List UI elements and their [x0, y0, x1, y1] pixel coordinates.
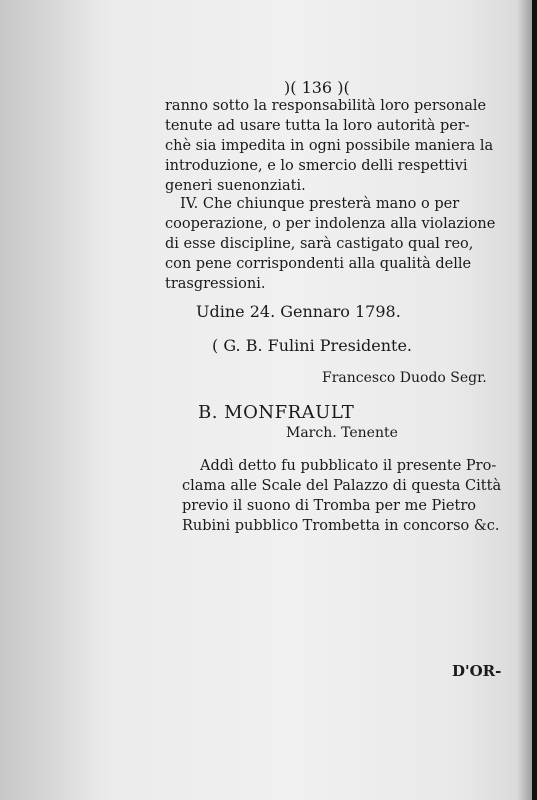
page-fold-shading — [0, 0, 110, 800]
paragraph-line-2: tenute ad usare tutta la loro autorità per- — [165, 118, 470, 134]
paragraph-line-1: ranno sotto la responsabilità loro personale — [165, 98, 487, 114]
article-iv-line-4: con pene corrispondenti alla qualità delle — [165, 256, 472, 272]
publication-line-3: previo il suono di Tromba per me Pietro — [182, 498, 476, 514]
article-iv-line-1: IV. Che chiunque presterà mano o per — [180, 196, 460, 212]
scan-edge — [532, 0, 537, 800]
paragraph-line-4: introduzione, e lo smercio delli respettivi — [165, 158, 468, 174]
signatory-title: March. Tenente — [286, 425, 398, 441]
publication-line-1: Addì detto fu pubblicato il presente Pro- — [200, 458, 497, 474]
article-iv-line-3: di esse discipline, sarà castigato qual reo, — [165, 236, 474, 252]
article-iv-line-5: trasgressioni. — [165, 276, 266, 292]
secretary-signature: Francesco Duodo Segr. — [322, 370, 487, 386]
publication-line-2: clama alle Scale del Palazzo di questa Città — [182, 478, 502, 494]
article-iv-line-2: cooperazione, o per indolenza alla violazione — [165, 216, 496, 232]
page-number: )( 136 )( — [284, 78, 350, 97]
paragraph-line-3: chè sia impedita in ogni possibile maniera la — [165, 138, 494, 154]
paragraph-line-5: generi suenonziati. — [165, 178, 306, 194]
signatory-name: B. MONFRAULT — [198, 402, 355, 423]
catchword: D'OR- — [452, 662, 502, 680]
president-signature: ( G. B. Fulini Presidente. — [212, 336, 412, 355]
date-line: Udine 24. Gennaro 1798. — [196, 302, 401, 321]
publication-line-4: Rubini pubblico Trombetta in concorso &c. — [182, 518, 500, 534]
